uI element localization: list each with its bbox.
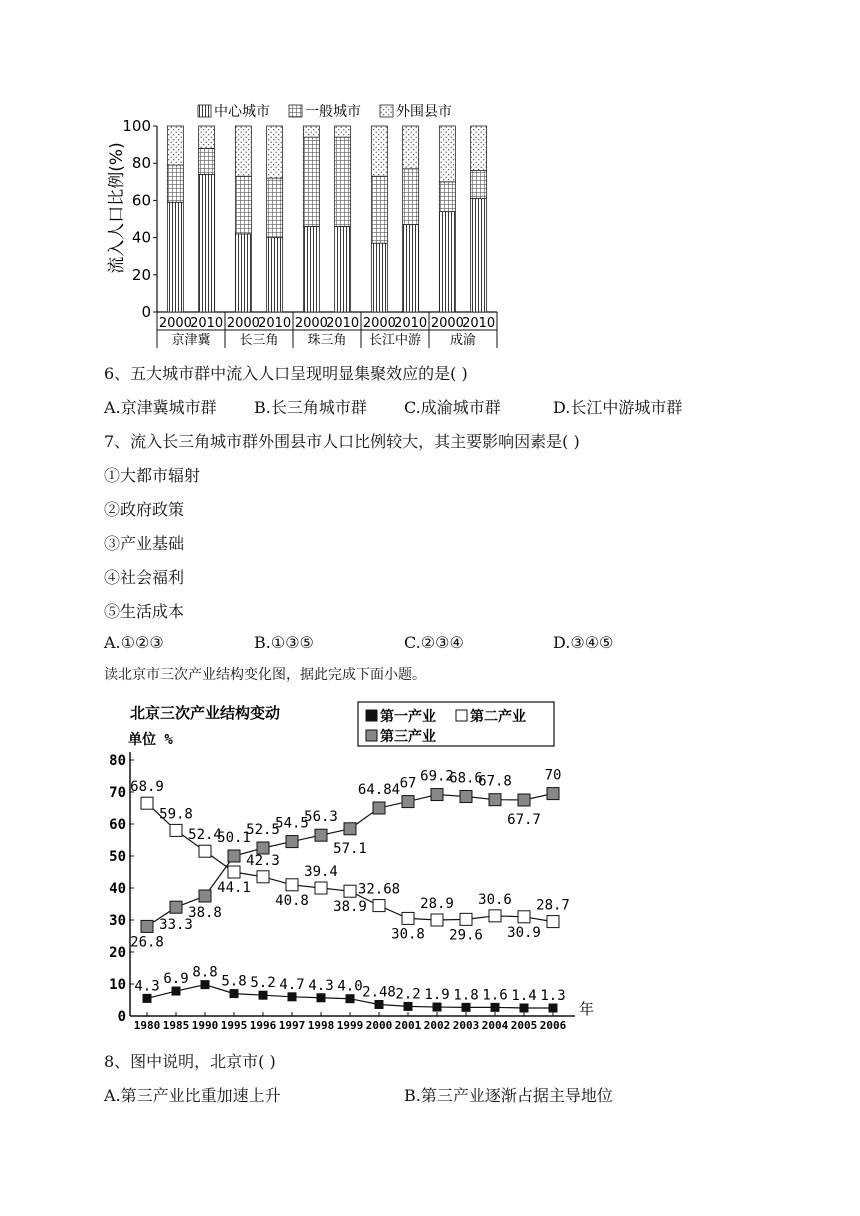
- chart2-x-tick-label: 2003: [452, 1019, 480, 1032]
- chart1-year-label: 2000: [226, 316, 260, 331]
- chart1-bar-segment: [267, 238, 283, 312]
- chart1-group-label: 成渝: [449, 333, 477, 348]
- chart1-bar-segment: [403, 225, 419, 312]
- chart2-data-label: 54.5: [275, 815, 309, 832]
- chart1-bar-segment: [303, 137, 319, 226]
- chart2-data-label: 33.3: [159, 917, 193, 934]
- chart2-x-tick-label: 1990: [191, 1019, 219, 1032]
- chart1-bar-segment: [471, 126, 487, 171]
- chart1-bar-segment: [303, 126, 319, 137]
- chart1-y-tick-label: 40: [131, 228, 151, 247]
- chart1-bar-segment: [267, 178, 283, 238]
- chart2-x-tick-label: 2002: [423, 1019, 451, 1032]
- chart2-y-tick-label: 10: [109, 977, 126, 993]
- chart1-legend-label: 中心城市: [214, 104, 270, 120]
- chart1-year-label: 2000: [362, 316, 396, 331]
- chart2-data-label: 1.9: [424, 987, 450, 1004]
- chart2-data-label: 67.8: [478, 773, 512, 790]
- q6-option-b[interactable]: B.长三角城市群: [254, 398, 367, 417]
- chart1-legend-swatch: [289, 105, 302, 117]
- chart1-bar-segment: [199, 148, 215, 174]
- chart2-data-point: [460, 913, 472, 925]
- chart2-data-point: [201, 981, 209, 989]
- chart2-data-point: [489, 794, 501, 806]
- chart1-group-label: 长江中游: [368, 333, 422, 348]
- chart2-data-point: [373, 900, 385, 912]
- chart2-data-label: 59.8: [159, 806, 193, 823]
- chart2-data-label: 1.8: [453, 987, 479, 1004]
- question-8: 8、图中说明，北京市( ): [104, 1052, 276, 1071]
- chart2-legend-swatch: [366, 730, 377, 741]
- chart2-x-tick-label: 2006: [539, 1019, 567, 1032]
- chart1-bar-segment: [335, 126, 351, 137]
- chart2-data-label: 52.5: [246, 822, 280, 838]
- chart2-data-point: [433, 1003, 441, 1011]
- chart2-data-point: [518, 911, 530, 923]
- chart2-data-point: [431, 789, 443, 801]
- chart2-data-point: [547, 788, 559, 800]
- chart1-bar-segment: [371, 176, 387, 243]
- chart2-x-tick-label: 1996: [249, 1019, 277, 1032]
- chart2-data-label: 1.6: [482, 987, 508, 1004]
- chart2-data-point: [344, 885, 356, 897]
- q7-item-3: ③产业基础: [104, 534, 185, 553]
- chart2-data-label: 1.3: [540, 988, 566, 1004]
- chart2-data-label: 70: [544, 767, 562, 784]
- chart2-data-label: 50.1: [217, 830, 251, 846]
- chart2-data-point: [170, 901, 182, 913]
- chart2-data-label: 32.68: [357, 881, 401, 898]
- chart2-data-label: 2.2: [395, 986, 421, 1003]
- chart2-legend-swatch: [366, 710, 377, 721]
- chart2-data-point: [375, 1000, 383, 1008]
- chart1-y-tick-label: 0: [141, 303, 151, 321]
- chart2-data-label: 30.8: [391, 926, 425, 943]
- chart2-data-point: [170, 824, 182, 836]
- q6-option-d[interactable]: D.长江中游城市群: [553, 398, 683, 417]
- population-inflow-chart: [100, 96, 510, 352]
- chart2-data-point: [346, 995, 354, 1003]
- chart2-data-label: 28.7: [536, 897, 570, 914]
- chart1-year-label: 2010: [462, 316, 496, 331]
- chart2-data-label: 57.1: [333, 840, 367, 857]
- chart1-bar-segment: [267, 126, 283, 178]
- chart2-data-label: 38.9: [333, 899, 367, 916]
- chart2-y-tick-label: 70: [109, 785, 126, 801]
- chart1-year-label: 2010: [190, 316, 224, 331]
- chart2-data-point: [315, 882, 327, 894]
- q7-item-5: ⑤生活成本: [104, 602, 185, 621]
- chart1-bar-segment: [167, 202, 183, 312]
- chart2-data-point: [230, 990, 238, 998]
- chart2-data-point: [199, 890, 211, 902]
- chart2-data-point: [431, 914, 443, 926]
- chart2-data-label: 1.4: [511, 988, 537, 1004]
- chart1-bar-segment: [199, 126, 215, 148]
- chart1-bar-segment: [403, 126, 419, 169]
- chart2-data-point: [143, 994, 151, 1002]
- q7-option-d[interactable]: D.③④⑤: [553, 633, 614, 652]
- chart2-x-tick-label: 2004: [481, 1019, 509, 1032]
- chart2-data-label: 40.8: [275, 892, 309, 909]
- chart2-data-point: [286, 836, 298, 848]
- chart1-year-label: 2010: [258, 316, 292, 331]
- chart2-data-label: 4.7: [279, 976, 305, 993]
- chart1-bar-segment: [235, 234, 251, 312]
- chart2-data-label: 68.6: [449, 770, 483, 787]
- chart1-year-label: 2000: [158, 316, 192, 331]
- chart1-legend-swatch: [198, 105, 211, 117]
- chart2-legend-swatch: [456, 710, 467, 721]
- chart2-x-tick-label: 2001: [394, 1019, 422, 1032]
- chart2-data-point: [402, 912, 414, 924]
- chart1-bar-segment: [335, 137, 351, 226]
- beijing-industry-chart: [100, 698, 600, 1034]
- chart1-bar-segment: [303, 226, 319, 312]
- chart1-group-label: 京津冀: [171, 333, 211, 348]
- chart1-legend-label: 一般城市: [305, 104, 361, 120]
- q6-option-c[interactable]: C.成渝城市群: [404, 398, 501, 417]
- chart2-data-label: 68.9: [130, 779, 164, 796]
- chart2-data-point: [520, 1004, 528, 1012]
- chart2-data-point: [404, 1002, 412, 1010]
- chart2-data-label: 26.8: [130, 934, 164, 951]
- chart2-data-point: [172, 987, 180, 995]
- chart2-y-tick-label: 40: [109, 881, 126, 897]
- chart2-x-tick-label: 1998: [307, 1019, 335, 1032]
- q6-option-a[interactable]: A.京津冀城市群: [104, 398, 217, 417]
- intro-text: 读北京市三次产业结构变化图，据此完成下面小题。: [104, 667, 426, 683]
- chart2-data-point: [344, 823, 356, 835]
- chart2-data-label: 4.3: [134, 978, 160, 995]
- chart2-unit-label: 单位 %: [128, 732, 173, 748]
- chart2-legend-label: 第二产业: [470, 709, 526, 725]
- chart1-group-label: 珠三角: [307, 333, 347, 348]
- chart2-data-point: [462, 1003, 470, 1011]
- chart2-data-point: [489, 910, 501, 922]
- chart2-data-label: 30.6: [478, 891, 512, 908]
- question-7: 7、流入长三角城市群外围县市人口比例较大，其主要影响因素是( ): [104, 432, 580, 451]
- chart2-y-tick-label: 30: [109, 913, 126, 929]
- chart1-y-tick-label: 60: [131, 191, 151, 210]
- chart2-data-label: 6.9: [163, 971, 189, 988]
- chart2-data-point: [547, 916, 559, 928]
- question-6: 6、五大城市群中流入人口呈现明显集聚效应的是( ): [104, 364, 468, 383]
- chart2-x-tick-label: 2000: [365, 1019, 393, 1032]
- chart2-data-label: 29.6: [449, 927, 483, 944]
- chart1-bar-segment: [371, 243, 387, 312]
- chart1-bar-segment: [403, 169, 419, 225]
- chart1-bar-segment: [335, 226, 351, 312]
- chart1-bar-segment: [439, 212, 455, 312]
- chart2-y-tick-label: 80: [109, 753, 126, 769]
- chart2-x-tick-label: 2005: [510, 1019, 538, 1032]
- chart2-data-point: [549, 1004, 557, 1012]
- chart1-y-axis-label: 流入人口比例(%): [107, 142, 127, 274]
- chart2-data-label: 4.0: [337, 978, 363, 995]
- q7-option-a[interactable]: A.①②③: [104, 633, 164, 652]
- chart2-x-tick-label: 1997: [278, 1019, 306, 1032]
- q7-item-2: ②政府政策: [104, 500, 185, 519]
- chart2-data-label: 5.8: [221, 973, 247, 990]
- chart2-data-label: 67.7: [507, 812, 541, 828]
- chart2-x-tick-label: 1999: [336, 1019, 364, 1032]
- chart2-y-tick-label: 0: [117, 1009, 126, 1025]
- chart2-data-point: [199, 845, 211, 857]
- chart2-x-tick-label: 1995: [220, 1019, 248, 1032]
- chart2-title: 北京三次产业结构变动: [130, 704, 281, 722]
- chart2-data-label: 52.4: [188, 827, 222, 844]
- chart2-y-tick-label: 50: [109, 849, 126, 865]
- chart2-data-label: 64.84: [357, 782, 401, 798]
- chart1-y-tick-label: 80: [131, 154, 151, 173]
- chart1-bar-segment: [439, 182, 455, 212]
- chart1-bar-segment: [199, 174, 215, 312]
- chart1-bar-segment: [371, 126, 387, 176]
- chart1-bar-segment: [235, 176, 251, 234]
- chart2-data-point: [257, 871, 269, 883]
- chart1-bar-segment: [167, 165, 183, 202]
- chart2-data-label: 5.2: [250, 975, 276, 992]
- chart2-data-point: [373, 802, 385, 814]
- chart1-year-label: 2010: [326, 316, 360, 331]
- chart2-data-label: 38.8: [188, 905, 222, 921]
- chart2-x-tick-label: 1985: [162, 1019, 190, 1032]
- chart2-data-point: [402, 796, 414, 808]
- chart2-data-label: 42.3: [246, 852, 280, 869]
- chart2-data-label: 30.9: [507, 924, 541, 941]
- chart2-x-tick-label: 1980: [133, 1019, 161, 1032]
- chart2-data-point: [141, 920, 153, 932]
- chart1-bar-segment: [439, 126, 455, 182]
- q7-item-1: ①大都市辐射: [104, 466, 201, 485]
- chart1-bar-segment: [167, 126, 183, 165]
- chart2-y-tick-label: 20: [109, 945, 126, 961]
- chart2-data-point: [228, 866, 240, 878]
- chart1-group-label: 长三角: [239, 333, 279, 348]
- chart1-bar-segment: [471, 171, 487, 199]
- chart2-legend-label: 第三产业: [380, 729, 436, 745]
- chart2-data-point: [315, 829, 327, 841]
- q8-option-a[interactable]: A.第三产业比重加速上升: [104, 1086, 281, 1105]
- q7-option-c[interactable]: C.②③④: [404, 633, 464, 652]
- chart2-data-label: 28.9: [420, 896, 454, 912]
- chart1-legend-label: 外围县市: [396, 104, 452, 120]
- chart2-data-label: 69.2: [420, 768, 454, 785]
- chart2-y-tick-label: 60: [109, 817, 126, 833]
- chart2-data-point: [491, 1003, 499, 1011]
- chart2-data-label: 2.48: [362, 984, 396, 1001]
- q8-option-b[interactable]: B.第三产业逐渐占据主导地位: [404, 1086, 613, 1105]
- chart1-bar-segment: [471, 199, 487, 312]
- chart2-x-axis-label: 年: [579, 1000, 595, 1018]
- q7-option-b[interactable]: B.①③⑤: [254, 633, 314, 652]
- chart2-data-point: [460, 790, 472, 802]
- chart2-data-point: [141, 797, 153, 809]
- chart2-data-point: [228, 850, 240, 862]
- chart1-bar-segment: [235, 126, 251, 176]
- chart2-data-point: [317, 994, 325, 1002]
- chart2-data-label: 4.3: [308, 977, 334, 994]
- q7-item-4: ④社会福利: [104, 568, 185, 587]
- chart2-data-point: [518, 794, 530, 806]
- chart2-data-label: 56.3: [304, 809, 338, 826]
- chart1-year-label: 2000: [294, 316, 328, 331]
- chart2-data-label: 39.4: [304, 864, 338, 880]
- chart2-data-point: [259, 991, 267, 999]
- chart1-legend-swatch: [380, 105, 393, 117]
- chart2-data-point: [286, 879, 298, 891]
- chart2-legend-label: 第一产业: [380, 709, 436, 725]
- chart1-year-label: 2010: [394, 316, 428, 331]
- chart1-year-label: 2000: [430, 316, 464, 331]
- chart1-y-tick-label: 100: [122, 117, 151, 135]
- chart1-y-tick-label: 20: [131, 265, 151, 284]
- chart2-data-point: [288, 993, 296, 1001]
- chart2-data-label: 67: [399, 775, 417, 792]
- chart2-data-label: 44.1: [217, 880, 251, 896]
- chart2-data-label: 8.8: [192, 964, 218, 981]
